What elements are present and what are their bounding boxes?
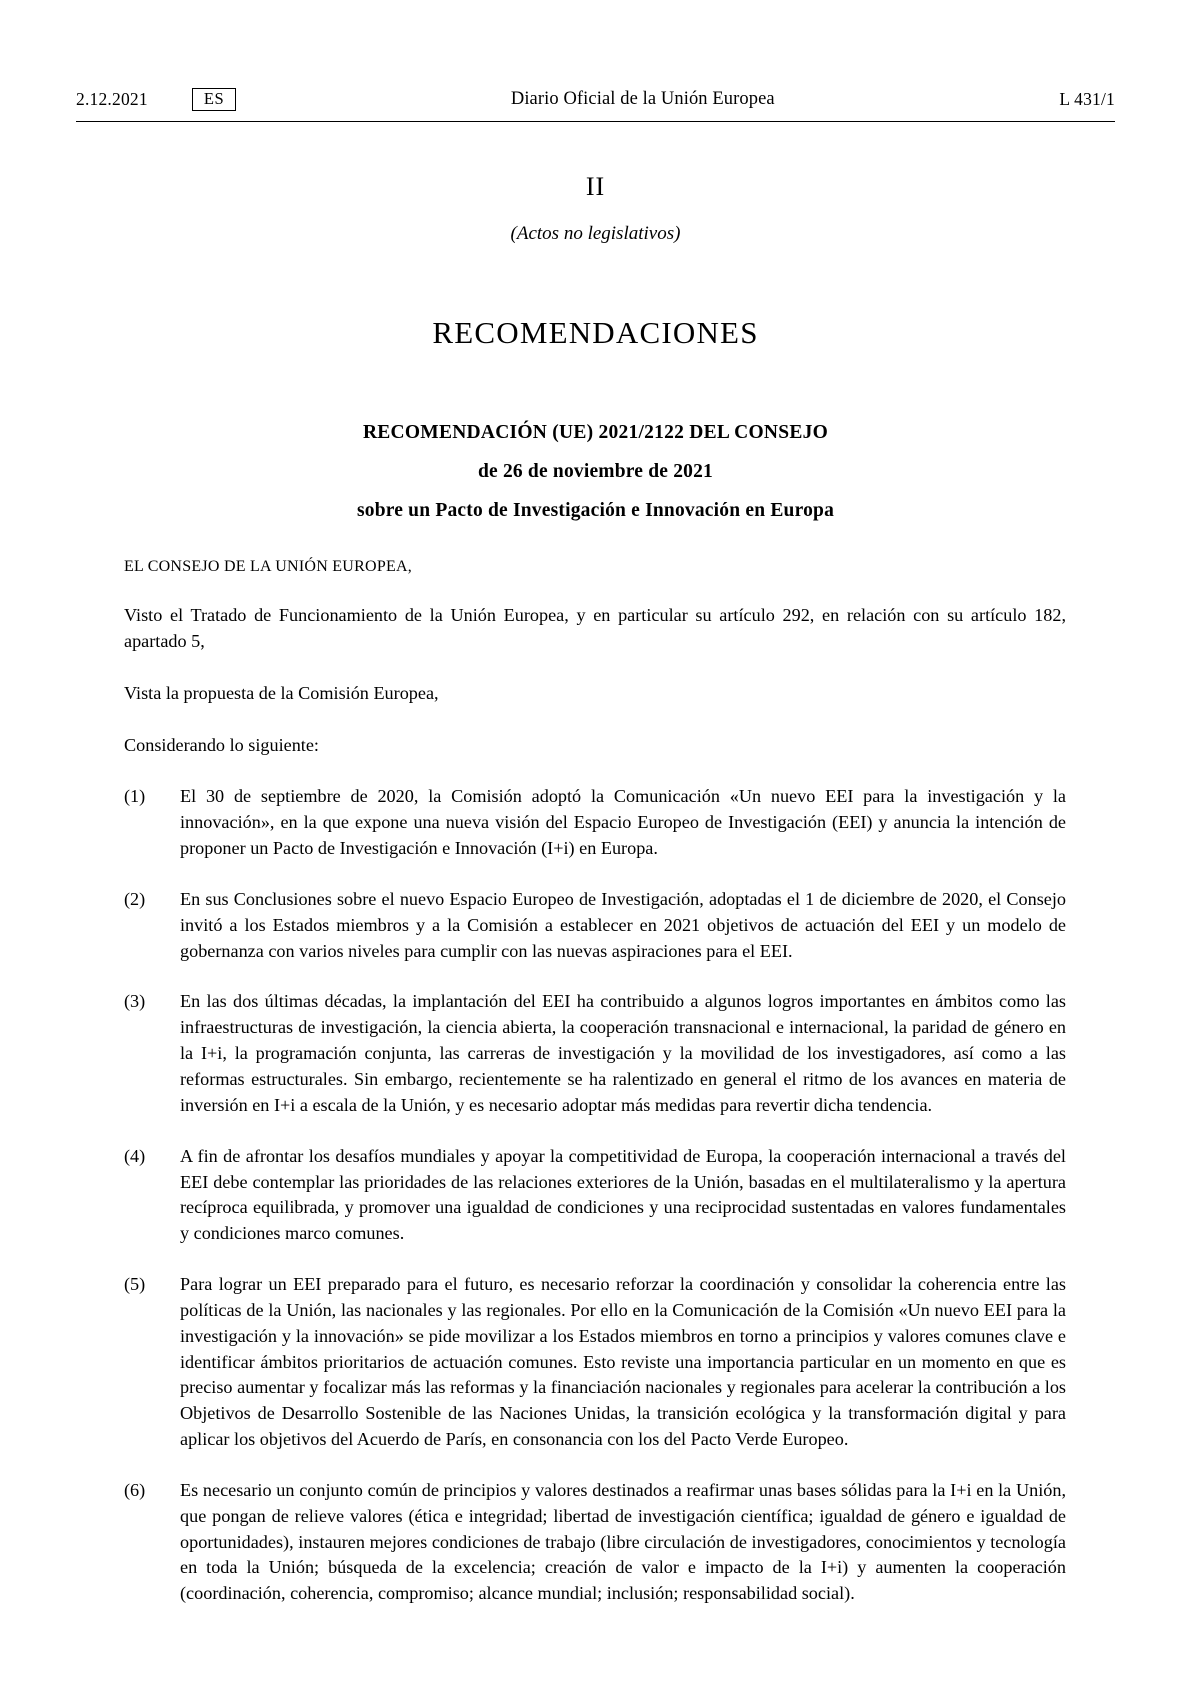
recital-item [124,989,1066,1118]
part-subtitle: (Actos no legislativos) [510,223,681,244]
citation-visto: Visto el Tratado de Funcionamiento de la Unión Europea, y en particular su artículo 292, en relación con su artículo 182, apartado 5, [124,605,1066,651]
running-header [76,84,1115,122]
section-heading: RECOMENDACIONES [432,315,759,350]
document-body [124,558,1066,1632]
recital-text: En sus Conclusiones sobre el nuevo Espacio Europeo de Investigación, adoptadas el 1 de diciembre de 2020, el Consejo invitó a los Estados miembros y a la Comisión a establecer en 2021 objetivos de actuación del EEI y un modelo de gobernanza con varios niveles para cumplir con las nuevas aspiraciones para el EEI. [180,888,1066,961]
citation-vista: Vista la propuesta de la Comisión Europea, [124,682,439,703]
recital-number: (2) [124,888,146,909]
issuing-institution: EL CONSEJO DE LA UNIÓN EUROPEA, [124,558,413,575]
act-title-line-3: sobre un Pacto de Investigación e Innovación en Europa [356,500,835,521]
recital-item [124,1272,1066,1453]
recital-number: (6) [124,1479,146,1500]
header-publication-title: Diario Oficial de la Unión Europea [510,89,775,109]
recital-number: (5) [124,1274,146,1295]
recital-text: Es necesario un conjunto común de principios y valores destinados a reafirmar unas bases sólidas para la I+i en la Unión, que pongan de relieve valores (ética e integridad; libertad de investigación científica; igualdad de género e igualdad de oportunidades), instauren mejores condiciones de trabajo (libre circulación de investigadores, conocimientos y tecnología en toda la Unión; búsqueda de la excelencia; creación de valor e impacto de la I+i) y aumenten la cooperación (coordinación, coherencia, compromiso; alcance mundial; inclusión; responsabilidad social). [180,1479,1066,1604]
recital-item [124,887,1066,965]
recitals-intro: Considerando lo siguiente: [124,734,319,755]
recital-number: (3) [124,991,146,1012]
recital-text: En las dos últimas décadas, la implantación del EEI ha contribuido a algunos logros importantes en ámbitos como las infraestructuras de investigación, la ciencia abierta, la cooperación transnacional e internacional, la paridad de género en la I+i, la programación conjunta, las carreras de investigación y la movilidad de los investigadores, así como a las reformas estructurales. Sin embargo, recientemente se ha ralentizado en general el ritmo de los avances en materia de inversión en I+i a escala de la Unión, y es necesario adoptar más medidas para revertir dicha tendencia. [180,991,1066,1115]
act-title-line-1: RECOMENDACIÓN (UE) 2021/2122 DEL CONSEJO [362,422,829,443]
recital-text: A fin de afrontar los desafíos mundiales y apoyar la competitividad de Europa, la cooperación internacional a través del EEI debe contemplar las prioridades de las relaciones exteriores de la Unión, basadas en el multilateralismo y la apertura recíproca equilibrada, y promover una igualdad de condiciones y una reciprocidad sustentadas en valores fundamentales y condiciones marco comunes. [180,1145,1066,1244]
recital-item [124,784,1066,862]
header-date: 2.12.2021 [76,89,148,109]
recital-number: (1) [124,786,146,807]
act-title-line-2: de 26 de noviembre de 2021 [477,461,714,482]
recital-text: El 30 de septiembre de 2020, la Comisión adoptó la Comunicación «Un nuevo EEI para la investigación y la innovación», en la que expone una nueva visión del Espacio Europeo de Investigación (EEI) y anuncia la intención de proponer un Pacto de Investigación e Innovación (I+i) en Europa. [180,786,1066,859]
header-reference: L 431/1 [1059,89,1115,109]
act-title-block [120,422,1071,522]
recital-number: (4) [124,1145,146,1166]
header-language-code: ES [192,88,236,110]
recital-item [124,1478,1066,1607]
part-numeral: II [585,172,606,201]
recital-item [124,1144,1066,1247]
recital-text: Para lograr un EEI preparado para el futuro, es necesario reforzar la coordinación y consolidar la coherencia entre las políticas de la Unión, las nacionales y las regionales. Por ello en la Comunicación de la Comisión «Un nuevo EEI para la investigación y la innovación» se pide movilizar a los Estados miembros en torno a principios y valores comunes clave e identificar ámbitos prioritarios de actuación comunes. Esto reviste una importancia particular en un momento en que es preciso aumentar y focalizar más las reformas y la financiación nacionales y regionales para acelerar la contribución a los Objetivos de Desarrollo Sostenible de las Naciones Unidas, la transición ecológica y la transformación digital y para aplicar los objetivos del Acuerdo de París, en consonancia con los del Pacto Verde Europeo. [180,1274,1066,1450]
